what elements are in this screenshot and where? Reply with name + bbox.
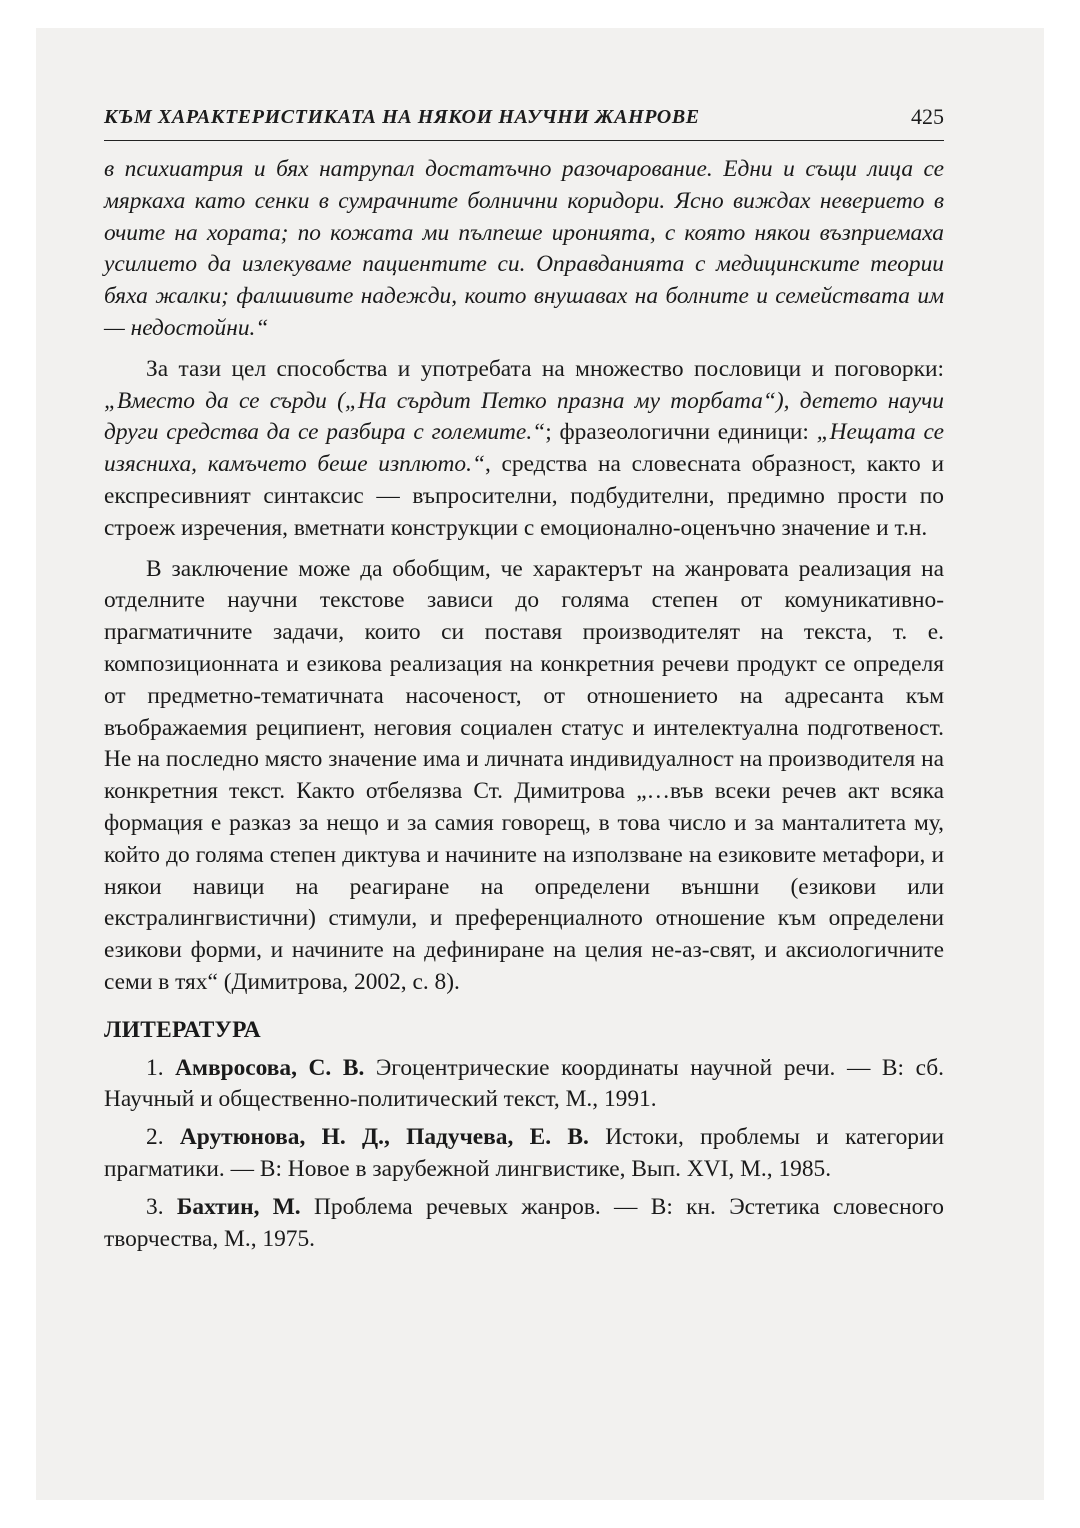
reference-author: Арутюнова, Н. Д., Падучева, Е. В. bbox=[179, 1124, 589, 1151]
reference-number: 1. bbox=[146, 1054, 164, 1081]
page-body bbox=[104, 154, 944, 1255]
literature-heading: ЛИТЕРАТУРА bbox=[104, 1016, 261, 1043]
paragraph-proverbs-mid: ; фразеологични единици: bbox=[545, 419, 817, 446]
reference-author: Амвросова, С. В. bbox=[175, 1054, 365, 1081]
paragraph-proverbs-rest: , средства на словесната образност, както и експресивният синтаксис — въпросителни, подбудителни, предимно прости по строеж изречения, вметнати конструкции с емоционално-оценъчно значение и т.н. bbox=[104, 451, 944, 541]
running-header bbox=[104, 100, 944, 141]
reference-number: 2. bbox=[146, 1124, 164, 1151]
paragraph-conclusion: В заключение може да обобщим, че характерът на жанровата реализация на отделните научни текстове зависи до голяма степен от комуникативно-прагматичните задачи, които си поставя производителят на текста, т. е. композиционната и езикова реализация на конкретния речеви продукт се определя от предметно-тематичната насоченост, от отношението на адресанта към въображаемия реципиент, неговия социален статус и интелектуална подготвеност. Не на последно място значение има и личната индивидуалност на производителя на конкретния текст. Както отбелязва Ст. Димитрова „…във всеки речев акт всяка формация е разказ за нещо и за самия говорещ, в това число и за манталитета му, който до голяма степен диктува и начините на използване на езиковите метафори, и някои навици на реагиране на определени външни (езикови или екстралингвистични) стимули, и преференциалното отношение към определени езикови форми, и начините на дефиниране на целия не-аз-свят, и аксиологичните семи в тях“ (Димитрова, 2002, с. 8). bbox=[104, 555, 944, 995]
reference-text: Истоки, проблемы и категории прагматики. — В: Новое в зарубежной лингвистике, Вып. XVI, М., 1985. bbox=[104, 1124, 944, 1182]
reference-item bbox=[104, 1053, 944, 1117]
reference-item bbox=[104, 1122, 944, 1186]
paragraph-proverbs bbox=[104, 354, 944, 545]
reference-text: Эгоцентрические координаты научной речи. — В: сб. Научный и общественно-политический текст, М., 1991. bbox=[104, 1054, 944, 1113]
reference-number: 3. bbox=[146, 1193, 164, 1220]
paragraph-proverbs-intro: За тази цел способства и употребата на множество пословици и поговорки: bbox=[146, 355, 944, 382]
running-title: КЪМ ХАРАКТЕРИСТИКАТА НА НЯКОИ НАУЧНИ ЖАНРОВЕ bbox=[104, 106, 700, 128]
reference-text: Проблема речевых жанров. — В: кн. Эстетика словесного творчества, М., 1975. bbox=[104, 1193, 944, 1252]
reference-item bbox=[104, 1192, 944, 1256]
reference-author: Бахтин, М. bbox=[176, 1193, 301, 1220]
quote-paragraph: в психиатрия и бях натрупал достатъчно разочарование. Едни и същи лица се мяркаха като сенки в сумрачните болнични коридори. Ясно виждах неверието в очите на хората; по кожата ми пълпеше иронията, с която някои възприемаха усилието да излекуваме пациентите си. Оправданията с медицинските теории бяха жалки; фалшивите надежди, които внушавах на болните и семействата им — недостойни.“ bbox=[104, 156, 944, 341]
page-number: 425 bbox=[911, 104, 944, 129]
phraseology-example: „Нещата се изясниха, камъчето беше изплюто.“ bbox=[104, 419, 944, 478]
proverb-example: „Вместо да се сърди („На сърдит Петко празна му торбата“), детето научи други средства да се разбира с големите.“ bbox=[104, 387, 944, 446]
